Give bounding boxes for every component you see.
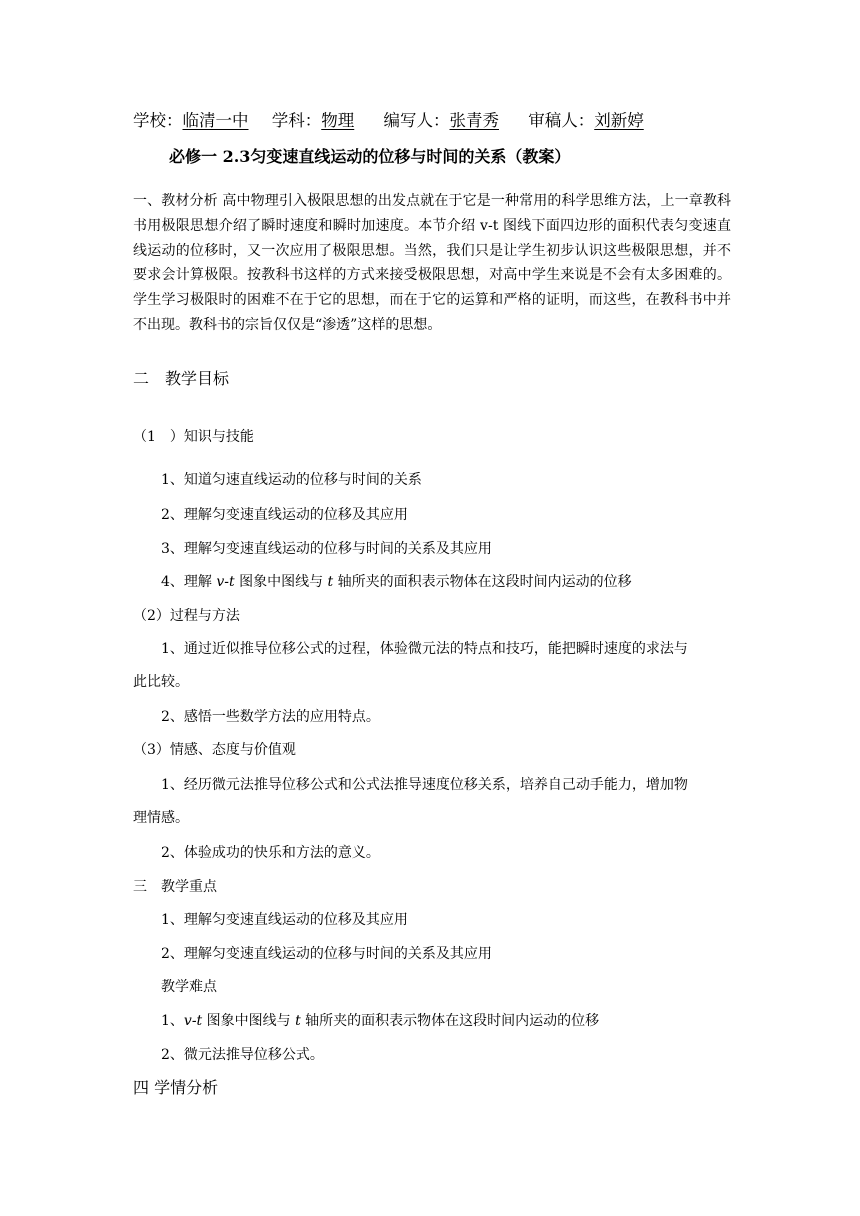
list-item: 2、体验成功的快乐和方法的意义。 [161, 845, 380, 861]
list-item: 3、理解匀变速直线运动的位移与时间的关系及其应用 [161, 541, 492, 557]
section-student-analysis-heading: 四 学情分析 [133, 1078, 219, 1097]
author-label: 编写人： [383, 111, 450, 130]
emotion-values-heading: （3）情感、态度与价值观 [133, 742, 296, 758]
reviewer-label: 审稿人： [528, 111, 595, 130]
knowledge-skills-heading: （1 ）知识与技能 [133, 429, 254, 445]
list-item: 1、通过近似推导位移公式的过程，体验微元法的特点和技巧，能把瞬时速度的求法与 [161, 641, 688, 657]
difficulty-heading: 教学难点 [161, 979, 217, 995]
textbook-analysis-paragraph: 一、教材分析 高中物理引入极限思想的出发点就在于它是一种常用的科学思维方法，上一章教科书用极限思想介绍了瞬时速度和瞬时加速度。本节介绍 v-t 图线下面四边形的面积代表匀变速直线运动的位移时，又一次应用了极限思想。当然，我们只是让学生初步认识这些极限思想，并不要求会计算极限。按教科书这样的方式来接受极限思想，对高中学生来说是不会有太多困难的。学生学习极限时的困难不在于它的思想，而在于它的运算和严格的证明，而这些，在教科书中并不出现。教科书的宗旨仅仅是“渗透”这样的思想。 [133, 193, 731, 333]
school-label: 学校： [133, 111, 183, 130]
list-item-continuation: 理情感。 [133, 810, 189, 826]
process-method-heading: （2）过程与方法 [133, 608, 240, 624]
document-title: 必修一 2.3匀变速直线运动的位移与时间的关系（教案） [169, 147, 571, 166]
section-teaching-goals-heading: 二 教学目标 [133, 369, 230, 388]
school-value: 临清一中 [182, 111, 249, 130]
section-key-points-heading: 三 教学重点 [133, 879, 217, 895]
t-symbol: t [327, 574, 334, 590]
t-symbol: t [295, 1013, 301, 1029]
document-header [133, 111, 644, 131]
reviewer-value: 刘新婷 [594, 111, 644, 130]
list-item: 1、知道匀速直线运动的位移与时间的关系 [161, 472, 422, 488]
list-item: 1、理解匀变速直线运动的位移及其应用 [161, 912, 408, 928]
vt-symbol: v-t [216, 574, 235, 590]
list-item-continuation: 此比较。 [133, 674, 189, 690]
list-item: 2、理解匀变速直线运动的位移及其应用 [161, 507, 408, 523]
subject-label: 学科： [271, 111, 322, 130]
subject-value: 物理 [321, 111, 355, 130]
author-value: 张青秀 [449, 111, 499, 130]
list-item: 2、理解匀变速直线运动的位移与时间的关系及其应用 [161, 946, 492, 962]
list-item: 2、微元法推导位移公式。 [161, 1047, 324, 1063]
list-item: 1、经历微元法推导位移公式和公式法推导速度位移关系，培养自己动手能力，增加物 [161, 777, 688, 793]
vt-symbol: v-t [183, 1013, 203, 1029]
list-item: 4、理解 v-t 图象中图线与 t 轴所夹的面积表示物体在这段时间内运动的位移 [161, 574, 632, 590]
list-item: 2、感悟一些数学方法的应用特点。 [161, 709, 380, 725]
list-item: 1、v-t 图象中图线与 t 轴所夹的面积表示物体在这段时间内运动的位移 [161, 1013, 600, 1029]
